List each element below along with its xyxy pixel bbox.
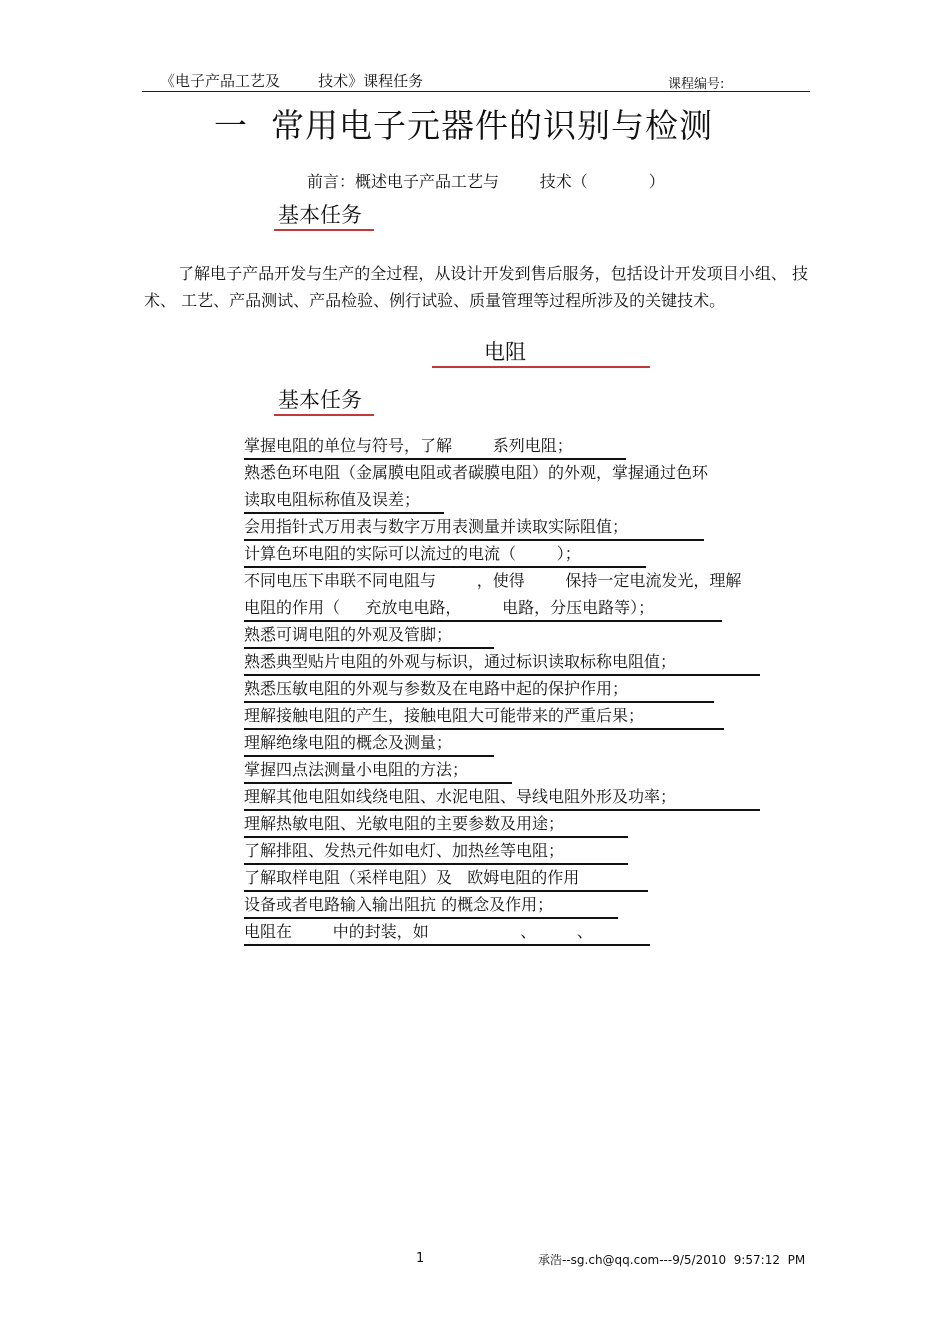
task-item: 熟悉色环电阻（金属膜电阻或者碳膜电阻）的外观，掌握通过色环 — [244, 463, 709, 482]
task-item: 计算色环电阻的实际可以流过的电流（ ）； — [244, 541, 646, 568]
section-underline — [432, 366, 650, 368]
task-item: 掌握四点法测量小电阻的方法； — [244, 757, 512, 784]
task-item: 理解其他电阻如线绕电阻、水泥电阻、导线电阻外形及功率； — [244, 784, 760, 811]
task-item: 电阻在 中的封装，如 、 、 — [244, 919, 650, 946]
header-course-title: 《电子产品工艺及 技术》课程任务 — [160, 72, 424, 90]
heading-basic-tasks-1: 基本任务 — [278, 203, 362, 227]
footer-author-timestamp: 承浩--sg.ch@qq.com---9/5/2010 9:57:12 PM — [538, 1253, 806, 1267]
task-item: 了解排阻、发热元件如电灯、加热丝等电阻； — [244, 838, 628, 865]
task-item: 设备或者电路输入输出阻抗 的概念及作用； — [244, 892, 618, 919]
task-item: 熟悉压敏电阻的外观与参数及在电路中起的保护作用； — [244, 676, 714, 703]
header-rule — [142, 91, 810, 92]
section-title-resistor: 电阻 — [484, 340, 526, 364]
task-item: 熟悉可调电阻的外观及管脚； — [244, 622, 494, 649]
heading-underline-2 — [274, 414, 374, 416]
heading-underline-1 — [274, 229, 374, 231]
task-item: 熟悉典型贴片电阻的外观与标识，通过标识读取标称电阻值； — [244, 649, 760, 676]
heading-basic-tasks-2: 基本任务 — [278, 388, 362, 412]
intro-paragraph: 了解电子产品开发与生产的全过程，从设计开发到售后服务，包括设计开发项目小组、 技术、 工艺、产品测试、产品检验、例行试验、质量管理等过程所涉及的关键技术。 — [144, 264, 808, 310]
footer-page-number: 1 — [416, 1251, 425, 1266]
header-course-code-label: 课程编号: — [668, 77, 725, 92]
preface-line: 前言：概述电子产品工艺与 技术（ ） — [307, 172, 665, 191]
page-title: 一 常用电子元器件的识别与检测 — [214, 106, 713, 145]
task-list — [244, 433, 806, 946]
task-item: 电阻的作用（ 充放电电路， 电路，分压电路等）； — [244, 595, 722, 622]
task-item: 掌握电阻的单位与符号，了解 系列电阻； — [244, 433, 626, 460]
task-item: 读取电阻标称值及误差； — [244, 487, 444, 514]
task-item: 不同电压下串联不同电阻与 ，使得 保持一定电流发光，理解 — [244, 571, 742, 590]
task-item: 会用指针式万用表与数字万用表测量并读取实际阻值； — [244, 514, 704, 541]
task-item: 了解取样电阻（采样电阻）及 欧姆电阻的作用 — [244, 865, 648, 892]
task-item: 理解绝缘电阻的概念及测量； — [244, 730, 494, 757]
task-item: 理解热敏电阻、光敏电阻的主要参数及用途； — [244, 811, 628, 838]
task-item: 理解接触电阻的产生，接触电阻大可能带来的严重后果； — [244, 703, 724, 730]
